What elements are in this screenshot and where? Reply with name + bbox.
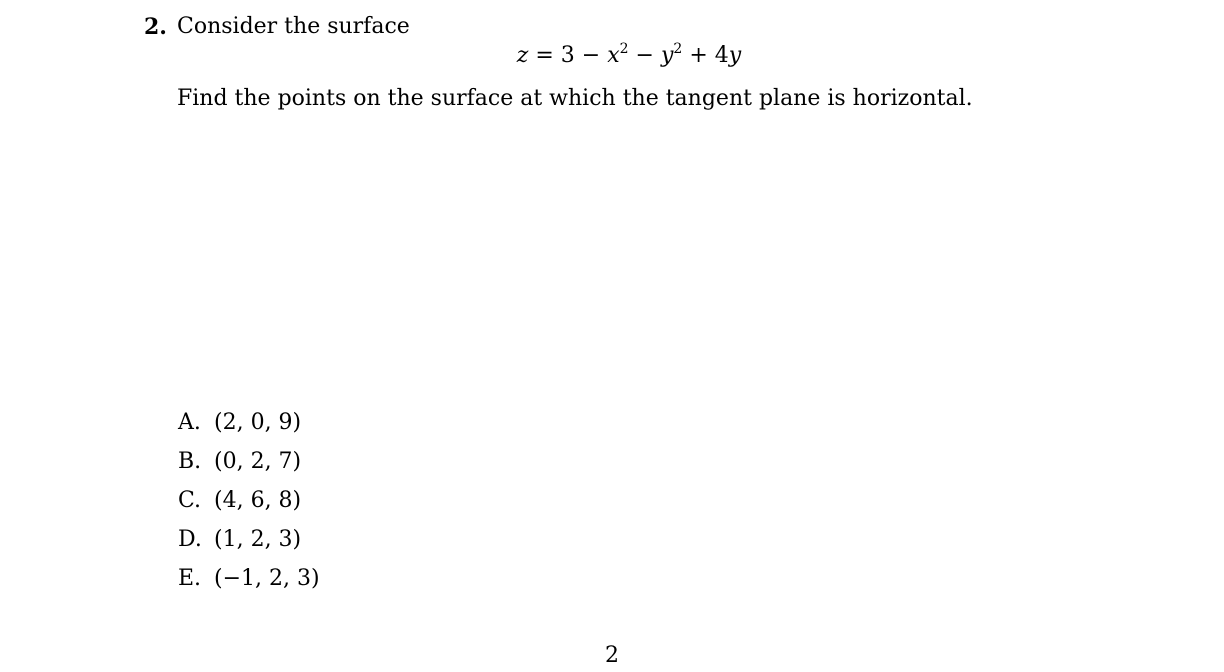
choice-text: (1, 2, 3) [214,527,302,552]
surface-equation [0,43,1224,68]
choice-letter: E. [178,566,202,591]
choice-text: (−1, 2, 3) [214,566,320,591]
equation-x: x [607,43,620,68]
choice-letter: A. [178,410,201,435]
answer-choices [178,410,320,605]
choice-text: (4, 6, 8) [214,488,302,513]
page-number: 2 [605,643,619,668]
answer-choice-a[interactable] [178,410,320,449]
answer-choice-d[interactable] [178,527,320,566]
equation-y: y [660,43,674,68]
equation-minus: − [628,43,661,68]
problem-question: Find the points on the surface at which the tangent plane is horizontal. [177,86,973,111]
equation-plus-four: + 4 [682,43,729,68]
choice-letter: C. [178,488,202,513]
choice-text: (2, 0, 9) [214,410,302,435]
answer-choice-e[interactable] [178,566,320,605]
answer-choice-c[interactable] [178,488,320,527]
equation-z: z [516,43,529,68]
equation-y-exponent: 2 [673,41,683,57]
choice-text: (0, 2, 7) [214,449,302,474]
problem-intro: Consider the surface [177,14,410,39]
choice-letter: B. [178,449,202,474]
answer-choice-b[interactable] [178,449,320,488]
equation-equals-three-minus: = 3 − [528,43,608,68]
choice-letter: D. [178,527,202,552]
equation-x-exponent: 2 [619,41,629,57]
problem-number: 2. [144,14,167,40]
equation-y-linear: y [728,43,742,68]
